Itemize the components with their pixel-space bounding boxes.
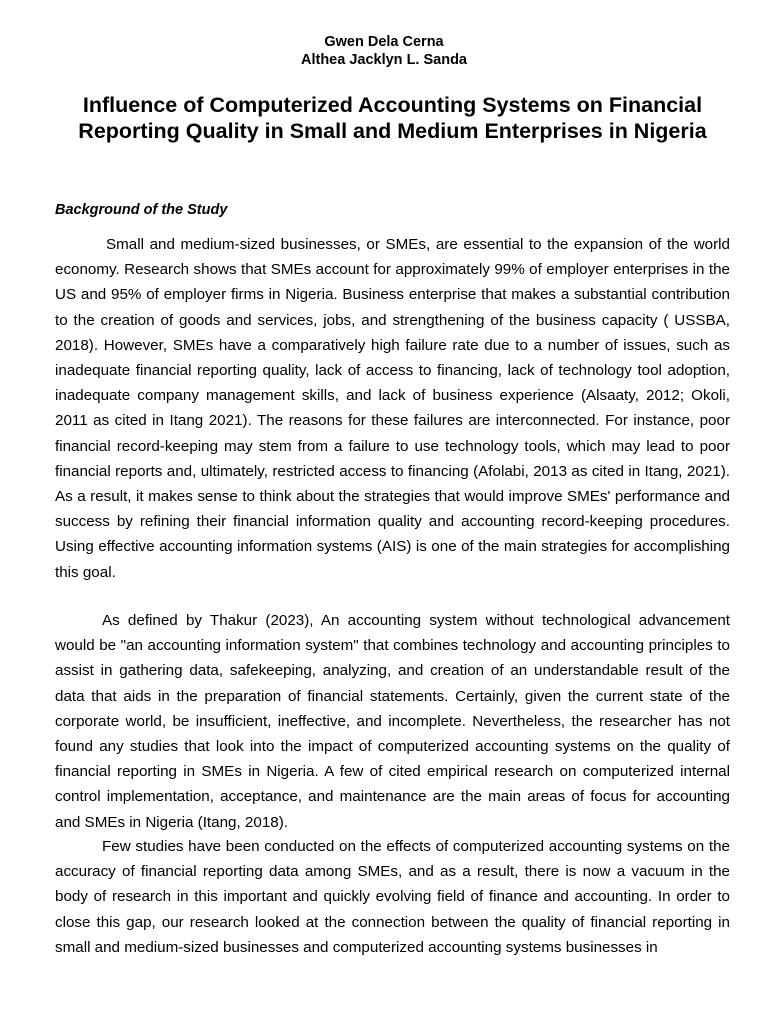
paper-title: Influence of Computerized Accounting Systems on Financial Reporting Quality in Small and Medium Enterprises in Nigeria	[78, 93, 707, 143]
author-list	[0, 33, 768, 69]
section-heading: Background of the Study	[55, 202, 228, 218]
body-paragraph: Few studies have been conducted on the effects of computerized accounting systems on the accuracy of financial reporting data among SMEs, and as a result, there is now a vacuum in the body of research in this important and quickly evolving field of finance and accounting. In order to close this gap, our research looked at the connection between the quality of financial reporting in small and medium-sized businesses and computerized accounting systems businesses in	[55, 838, 730, 956]
author-name: Gwen Dela Cerna	[324, 34, 444, 50]
body-paragraph: As defined by Thakur (2023), An accounting system without technological advancement would be "an accounting information system" that combines technology and accounting principles to assist in gathering data, safekeeping, analyzing, and creation of an understandable result of the data that aids in the preparation of financial statements. Certainly, given the current state of the corporate world, be insufficient, ineffective, and incomplete. Nevertheless, the researcher has not found any studies that look into the impact of computerized accounting systems on the quality of financial reporting in SMEs in Nigeria. A few of cited empirical research on computerized internal control implementation, acceptance, and maintenance are the main areas of focus for accounting and SMEs in Nigeria (Itang, 2018).	[55, 612, 730, 831]
body-paragraph: Small and medium-sized businesses, or SMEs, are essential to the expansion of the world economy. Research shows that SMEs account for approximately 99% of employer enterprises in the US and 95% of employer firms in Nigeria. Business enterprise that makes a substantial contribution to the creation of goods and services, jobs, and strengthening of the business capacity ( USSBA, 2018). However, SMEs have a comparatively high failure rate due to a number of issues, such as inadequate financial reporting quality, lack of access to financing, lack of technology tool adoption, inadequate company management skills, and lack of business experience (Alsaaty, 2012; Okoli, 2011 as cited in Itang 2021). The reasons for these failures are interconnected. For instance, poor financial record-keeping may stem from a failure to use technology tools, which may lead to poor financial reports and, ultimately, restricted access to financing (Afolabi, 2013 as cited in Itang, 2021). As a result, it makes sense to think about the strategies that would improve SMEs' performance and success by refining their financial information quality and accounting record-keeping procedures. Using effective accounting information systems (AIS) is one of the main strategies for accomplishing this goal.	[55, 236, 730, 581]
author-name: Althea Jacklyn L. Sanda	[300, 52, 467, 68]
